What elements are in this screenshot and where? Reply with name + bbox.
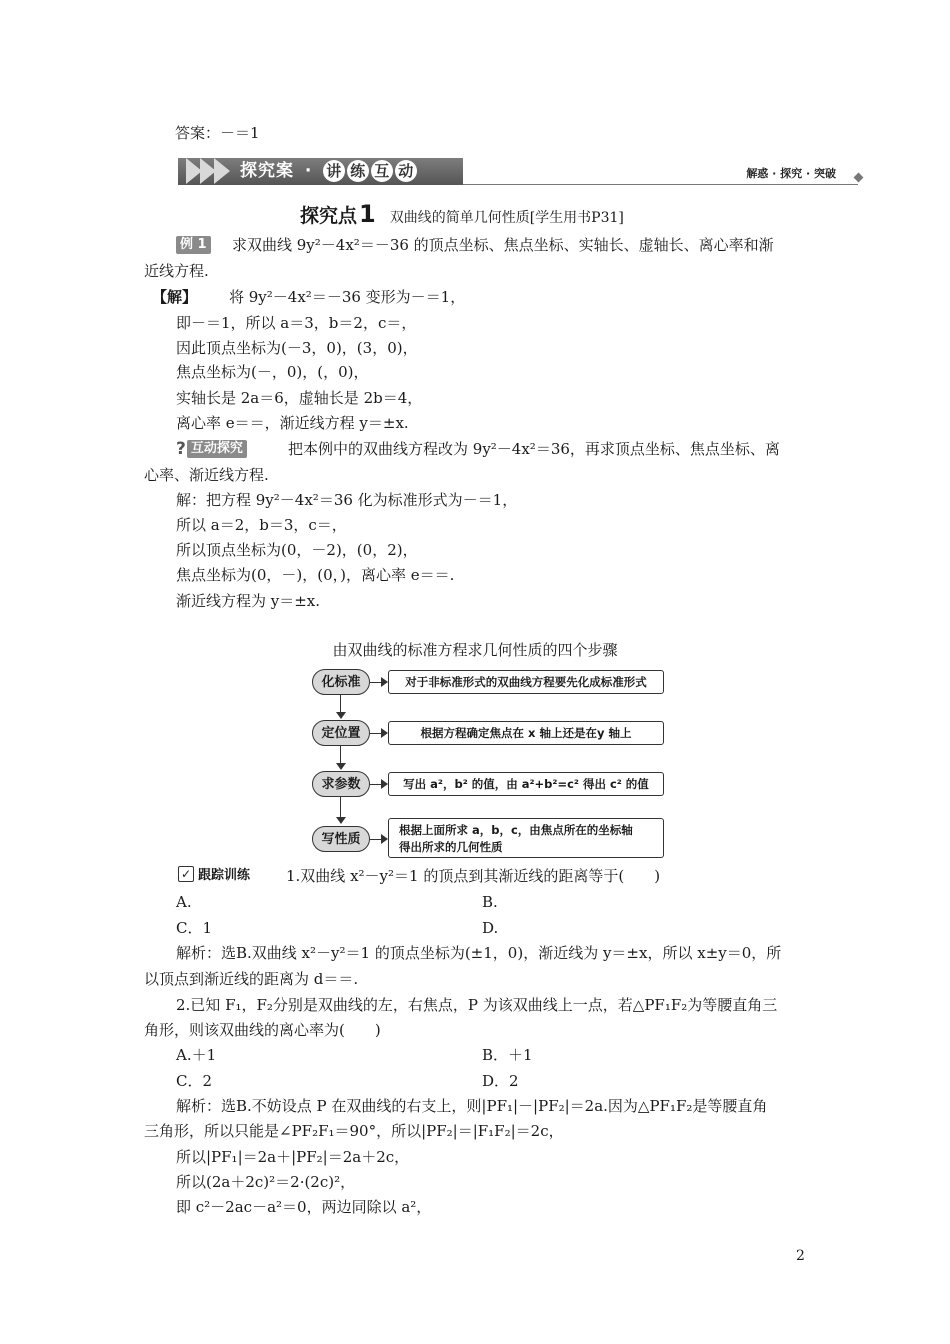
flow-connector bbox=[340, 695, 341, 712]
banner-bubble: 练 bbox=[347, 160, 369, 182]
flow-box-line: 根据上面所求 a，b，c，由焦点所在的坐标轴 bbox=[399, 823, 633, 837]
arrow-down-icon bbox=[336, 763, 346, 770]
example-text: 近线方程. bbox=[144, 262, 209, 280]
section-title: 双曲线的简单几何性质[学生用书P31] bbox=[389, 210, 624, 226]
example-tag-wrap bbox=[176, 236, 211, 254]
section-banner bbox=[178, 155, 868, 189]
answer-1: 以顶点到渐近线的距离为 d＝＝. bbox=[144, 970, 359, 988]
flow-node: 化标准 bbox=[312, 669, 370, 695]
training-tag-wrap bbox=[178, 864, 250, 883]
solution-line: 将 9y²－4x²＝－36 变形为－＝1， bbox=[229, 288, 466, 306]
section-heading bbox=[300, 202, 624, 230]
flow-connector bbox=[340, 797, 341, 817]
flow-node: 写性质 bbox=[312, 826, 370, 852]
option: C．2 bbox=[176, 1072, 213, 1090]
question-icon: ? bbox=[176, 439, 186, 459]
interactive-solution: 渐近线方程为 y＝±x. bbox=[176, 592, 321, 610]
option: A. bbox=[176, 893, 192, 911]
interactive-text: 心率、渐近线方程. bbox=[144, 466, 269, 484]
solution-line: 因此顶点坐标为(－3，0)，(3，0)， bbox=[176, 339, 418, 357]
solution-line: 焦点坐标为(－，0)，(，0)， bbox=[176, 363, 369, 381]
flow-box-line: 得出所求的几何性质 bbox=[399, 840, 503, 854]
interactive-solution: 所以顶点坐标为(0，－2)，(0，2)， bbox=[176, 541, 418, 559]
banner-title-text: 探究案 bbox=[240, 161, 294, 181]
banner-bubble: 讲 bbox=[323, 160, 345, 182]
checkbox-icon: ✓ bbox=[178, 866, 194, 882]
banner-bubble: 动 bbox=[395, 160, 417, 182]
example-tag: 例 1 bbox=[176, 236, 211, 254]
question-1: 1.双曲线 x²－y²＝1 的顶点到其渐近线的距离等于( ) bbox=[286, 867, 661, 885]
answer-2: 即 c²－2ac－a²＝0，两边同除以 a²， bbox=[176, 1198, 432, 1216]
diamond-icon bbox=[854, 173, 864, 183]
example-text: 求双曲线 9y²－4x²＝－36 的顶点坐标、焦点坐标、实轴长、虚轴长、离心率和渐 bbox=[232, 236, 774, 254]
answer-line: 答案：－＝1 bbox=[175, 124, 260, 142]
page-number: 2 bbox=[796, 1248, 805, 1264]
answer-1: 解析：选B.双曲线 x²－y²＝1 的顶点坐标为(±1，0)，渐近线为 y＝±x，所以 x±y＝0，所 bbox=[176, 944, 782, 962]
banner-title bbox=[240, 158, 419, 185]
flow-box: 对于非标准形式的双曲线方程要先化成标准形式 bbox=[388, 670, 664, 694]
question-2: 角形，则该双曲线的离心率为( ) bbox=[144, 1021, 381, 1039]
interactive-solution: 焦点坐标为(0，－)，(0，)，离心率 e＝＝. bbox=[176, 566, 455, 584]
training-tag: 跟踪训练 bbox=[198, 868, 251, 883]
section-number: 1 bbox=[359, 200, 376, 228]
flow-box bbox=[388, 818, 664, 858]
flowchart-title: 由双曲线的标准方程求几何性质的四个步骤 bbox=[332, 641, 618, 659]
solution-line: 实轴长是 2a＝6，虚轴长是 2b＝4， bbox=[176, 389, 423, 407]
flow-connector bbox=[370, 839, 381, 840]
answer-2: 解析：选B.不妨设点 P 在双曲线的右支上，则|PF₁|－|PF₂|＝2a.因为△PF₁F₂是等腰直角 bbox=[176, 1097, 768, 1115]
section-label: 探究点 bbox=[300, 205, 358, 227]
arrow-right-icon bbox=[381, 677, 388, 687]
banner-right-label: 解惑 · 探究 · 突破 bbox=[746, 167, 836, 180]
interactive-solution: 解：把方程 9y²－4x²＝36 化为标准形式为－＝1， bbox=[176, 491, 518, 509]
arrow-down-icon bbox=[336, 817, 346, 824]
flow-node: 求参数 bbox=[312, 771, 370, 797]
flow-connector bbox=[340, 746, 341, 763]
arrow-right-icon bbox=[381, 779, 388, 789]
banner-bubble: 互 bbox=[371, 160, 393, 182]
interactive-solution: 所以 a＝2，b＝3，c＝， bbox=[176, 516, 347, 534]
solution-tag: 【解】 bbox=[152, 288, 198, 306]
solution-line: 即－＝1，所以 a＝3，b＝2，c＝， bbox=[176, 314, 417, 332]
question-2: 2.已知 F₁，F₂分别是双曲线的左，右焦点，P 为该双曲线上一点，若△PF₁F₂为等腰直角三 bbox=[176, 996, 778, 1014]
banner-dot: · bbox=[304, 161, 313, 181]
option: A.＋1 bbox=[176, 1046, 217, 1064]
flow-box: 根据方程确定焦点在 x 轴上还是在y 轴上 bbox=[388, 721, 664, 745]
flow-box: 写出 a²，b² 的值，由 a²+b²=c² 得出 c² 的值 bbox=[388, 772, 664, 796]
option: B. bbox=[482, 893, 498, 911]
option: D. bbox=[482, 919, 499, 937]
chevron-icon bbox=[214, 158, 230, 184]
arrow-right-icon bbox=[381, 834, 388, 844]
arrow-right-icon bbox=[381, 728, 388, 738]
option: C．1 bbox=[176, 919, 213, 937]
option: D．2 bbox=[482, 1072, 519, 1090]
flow-node: 定位置 bbox=[312, 720, 370, 746]
flow-connector bbox=[370, 784, 381, 785]
solution-line: 离心率 e＝＝，渐近线方程 y＝±x. bbox=[176, 414, 409, 432]
answer-2: 三角形，所以只能是∠PF₂F₁＝90°，所以|PF₂|＝|F₁F₂|＝2c， bbox=[144, 1122, 564, 1140]
interactive-text: 把本例中的双曲线方程改为 9y²－4x²＝36，再求顶点坐标、焦点坐标、离 bbox=[288, 440, 780, 458]
flow-connector bbox=[370, 733, 381, 734]
flow-connector bbox=[370, 682, 381, 683]
arrow-down-icon bbox=[336, 712, 346, 719]
interactive-tag-wrap bbox=[176, 439, 247, 459]
answer-2: 所以(2a＋2c)²＝2·(2c)²， bbox=[176, 1173, 356, 1191]
option: B．＋1 bbox=[482, 1046, 533, 1064]
answer-2: 所以|PF₁|＝2a＋|PF₂|＝2a＋2c， bbox=[176, 1148, 410, 1166]
interactive-tag: 互动探究 bbox=[187, 440, 247, 458]
banner-rule bbox=[463, 184, 858, 185]
